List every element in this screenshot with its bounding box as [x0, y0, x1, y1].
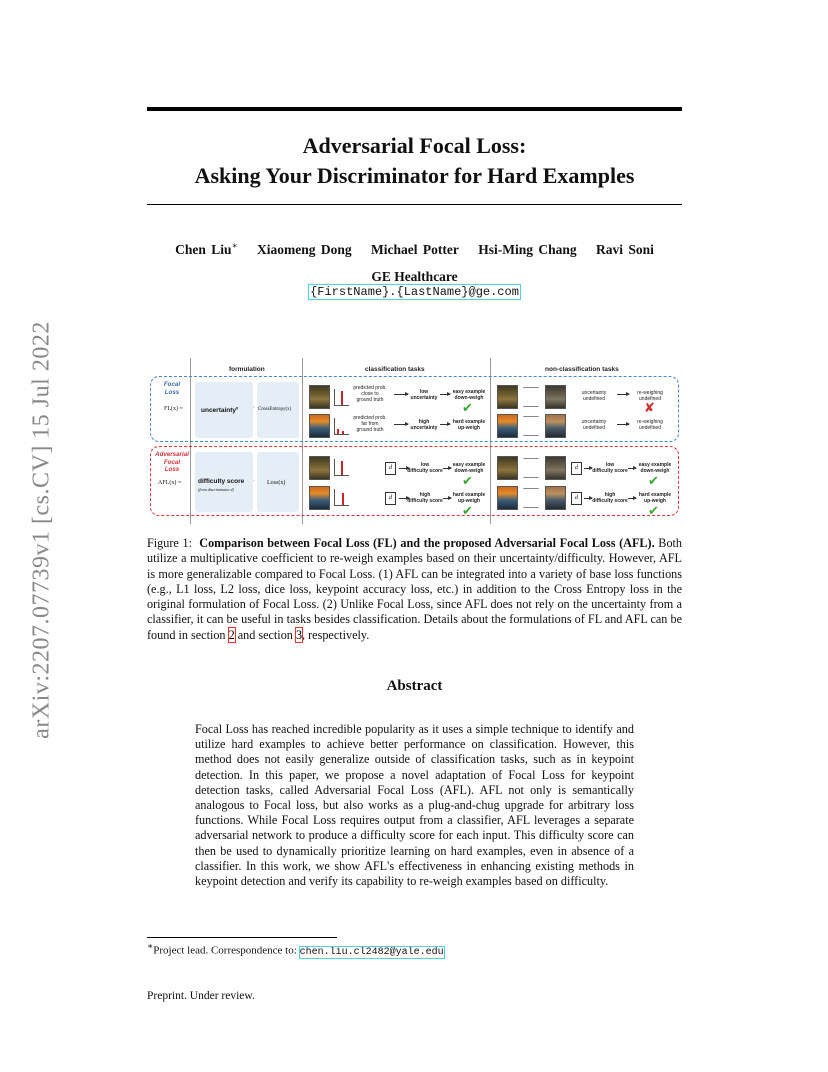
header-nonclassification: non-classification tasks	[545, 366, 619, 373]
histogram-icon	[334, 459, 349, 476]
header-classification: classification tasks	[365, 366, 425, 373]
fl-equation: FL(x) =	[164, 406, 183, 412]
correspondence-email-link[interactable]: chen.liu.cl2482@yale.edu	[299, 946, 444, 958]
hard-example: hard example up-weigh	[638, 492, 672, 504]
header-formulation: formulation	[229, 366, 265, 373]
check-icon: ✔	[648, 473, 659, 488]
footnote-rule	[147, 937, 337, 938]
discriminator-icon: d	[571, 492, 582, 505]
arrow-icon	[617, 394, 629, 395]
keypoint-image	[545, 486, 566, 510]
arxiv-stamp: arXiv:2207.07739v1 [cs.CV] 15 Jul 2022	[28, 321, 55, 739]
easy-example: easy example down-weigh	[638, 462, 672, 474]
author-list	[147, 240, 682, 258]
abstract-body: Focal Loss has reached incredible popularity as it uses a simple technique to identify and utilize hard examples to achieve better performance on classification. However, this method does not easily generalize outside of classification tasks, such as in keypoint detection. In this paper, we propose a novel adaptation of Focal Loss for keypoint detection tasks, called Adversarial Focal Loss (AFL). AFL not only is semantically analogous to Focal loss, but also works as a plug-and-chug upgrade for arbitrary loss functions. While Focal Loss requires output from a classifier, AFL leverages a separate adversarial network to produce a difficulty score for each input. This difficulty score can then be used to dynamically prioritize learning on hard examples, even in absence of a classifier. In this work, we show AFL's effectiveness in enhancing existing methods in keypoint detection and verify its capability to re-weigh examples based on difficulty.	[195, 722, 634, 889]
check-icon: ✔	[462, 400, 473, 415]
author: Chen Liu∗	[175, 240, 238, 257]
ce-term: CrossEntropy(x)	[258, 407, 292, 412]
scream-image	[309, 414, 330, 438]
reweighing-undefined: re-weighing undefined	[637, 419, 663, 431]
footnote: ∗Project lead. Correspondence to: chen.liu.cl2482@yale.edu	[147, 941, 444, 958]
afl-equation: AFL(x) =	[158, 480, 182, 486]
histogram-icon	[334, 389, 349, 406]
mult-dot: ·	[253, 405, 255, 411]
scream-image	[497, 414, 518, 438]
title-line-2: Asking Your Discriminator for Hard Examples	[194, 163, 635, 188]
discriminator-icon: d	[385, 462, 396, 475]
keypoint-image	[545, 414, 566, 438]
email-link[interactable]: {FirstName}.{LastName}@ge.com	[310, 285, 519, 299]
hard-example: hard example up-weigh	[452, 492, 486, 504]
uncertainty-undefined: uncertainty undefined	[581, 390, 607, 402]
figure-caption: Figure 1: Comparison between Focal Loss (FL) and the proposed Adversarial Focal Loss (AFL). Both utilize a multiplicative coefficient to re-weigh examples based on their uncertainty/difficulty. However, AFL is more generalizable compared to Focal Loss. (1) AFL can be integrated into a variety of base loss functions (e.g., L1 loss, L2 loss, dice loss, keypoint accuracy loss, etc.) in addition to the Cross Entropy loss in the original formulation of Focal Loss. (2) Unlike Focal Loss, since AFL does not rely on the uncertainty from a classifier, it can be useful in tasks besides classification. Details about the formulations of FL and AFL can be found in section 2 and section 3, respectively.	[147, 536, 683, 642]
check-icon: ✔	[648, 503, 659, 518]
hard-example: hard example up-weigh	[452, 419, 486, 431]
uncertainty-undefined: uncertainty undefined	[581, 419, 607, 431]
mona-lisa-image	[309, 456, 330, 480]
uncertainty-term: uncertainty$^\gamma$	[201, 405, 239, 415]
low-difficulty: low difficulty score	[592, 462, 628, 474]
author: Michael Potter	[371, 241, 459, 257]
scream-image	[497, 486, 518, 510]
keypoint-image	[545, 456, 566, 480]
arrow-icon	[394, 394, 408, 395]
caption-bold: Comparison between Focal Loss (FL) and the proposed Adversarial Focal Loss (AFL).	[199, 536, 655, 550]
mona-lisa-image	[309, 385, 330, 409]
check-icon: ✔	[462, 473, 473, 488]
author: Hsi-Ming Chang	[478, 241, 577, 257]
discriminator-icon: d	[571, 462, 582, 475]
paper-title	[147, 131, 682, 191]
histogram-icon	[334, 418, 349, 435]
mona-lisa-image	[497, 456, 518, 480]
title-line-1: Adversarial Focal Loss:	[302, 133, 527, 158]
arrow-icon	[628, 468, 636, 469]
arrow-icon	[628, 498, 636, 499]
title-bottom-rule	[147, 204, 682, 205]
difficulty-sub: (from discriminator d)	[198, 487, 234, 492]
arrow-icon	[394, 424, 408, 425]
arrow-icon	[440, 394, 450, 395]
section-ref-link[interactable]: 2	[228, 627, 235, 642]
scream-image	[309, 486, 330, 510]
preprint-note: Preprint. Under review.	[147, 990, 255, 1002]
author: Xiaomeng Dong	[256, 241, 352, 257]
high-uncertainty: high uncertainty	[410, 419, 438, 431]
easy-example: easy example down-weigh	[452, 389, 486, 401]
cross-icon: ✘	[644, 400, 655, 415]
pred-far-text: predicted prob. far from ground truth	[353, 415, 387, 433]
high-difficulty: high difficulty score	[407, 492, 443, 504]
mona-lisa-image	[497, 385, 518, 409]
section-ref-link[interactable]: 3	[295, 627, 303, 642]
low-uncertainty: low uncertainty	[410, 389, 438, 401]
author-email	[147, 285, 682, 299]
fl-label: Focal Loss	[163, 381, 181, 396]
title-top-rule	[147, 107, 682, 111]
loss-term: Loss(x)	[267, 480, 286, 486]
abstract-heading: Abstract	[386, 678, 443, 694]
histogram-icon	[334, 489, 349, 506]
easy-example: easy example down-weigh	[452, 462, 486, 474]
arrow-icon	[440, 424, 450, 425]
reweighing-undefined: re-weighing undefined	[637, 390, 663, 402]
arrow-icon	[617, 424, 629, 425]
author: Ravi Soni	[596, 241, 654, 257]
check-icon: ✔	[462, 503, 473, 518]
difficulty-term: difficulty score	[198, 478, 245, 485]
pred-close-text: predicted prob. close to ground truth	[353, 385, 387, 403]
figure-1	[147, 358, 682, 524]
keypoint-image	[545, 385, 566, 409]
mult-dot: ·	[253, 478, 255, 484]
afl-label: Adversarial Focal Loss	[155, 451, 189, 473]
affiliation: GE Healthcare	[371, 269, 458, 284]
discriminator-icon: d	[385, 492, 396, 505]
high-difficulty: high difficulty score	[592, 492, 628, 504]
low-difficulty: low difficulty score	[407, 462, 443, 474]
